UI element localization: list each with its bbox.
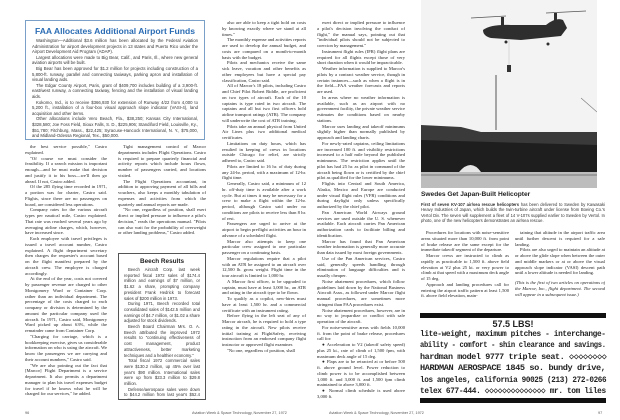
paragraph: At the end of the year, costs not covered by passenger revenue are charged to other Montgomery Ward or Container Corp. rather than an individual department. The percentage of the costs charged to each company or division is determined by the amount the particular company used the aircraft. In 1971, Castro said, Montgomery Ward picked up about 63%, while the remainder came from Container Corp. — [25, 276, 107, 333]
photo-caption-title: Swedes Get Japan-Built Helicopter — [421, 191, 531, 198]
paragraph: Approach and landing procedures call for entering the airport traffic pattern at least 1,500 ft. above field elevation, main- — [421, 281, 509, 299]
column-6-body — [515, 230, 605, 276]
paragraph: Pilots are also urged to maintain an altitude at or above the glide slope when between the outer and middle markers or at or above the visual approach slope indicator (VASI) descent path until a lower altitude is needed for landing. — [515, 247, 605, 276]
paragraph: Marcor has found that Pan American weather information is generally more accurate than data issued by most foreign governments. — [317, 238, 405, 255]
helicopter-rescue-photo — [421, 0, 597, 188]
paragraph: "Of course we must consider the feasibility. If a search mission is important enough—and he must make that decision and justify it to his boss—we'll then go ahead. If not, Castro added. — [25, 155, 107, 184]
beech-box-body — [124, 267, 200, 400]
paragraph: the best service possible," Castro explained. — [25, 144, 107, 155]
ad-line: hardman model 9777 triple seat. ◇◇◇◇◇◇◇◇ — [420, 351, 607, 362]
paragraph: ● Normal climb schedule is used above 3,000 ft. — [317, 388, 405, 399]
paragraph: Big Bear has been approved for $1.2 million for projects including construction of a 5,800-ft. runway, parallel and connecting taxiways, parking apron and installation of visual landing aids. — [32, 65, 198, 83]
paragraph — [32, 139, 198, 140]
right-folio: Aviation Week & Space Technology, November 27, 1972 — [329, 411, 424, 415]
beech-results-box — [118, 253, 206, 400]
paragraph: Passengers are urged to arrive at the airport to begin preflight activities an hour in advance of a scheduled flight. — [222, 221, 306, 238]
ad-line: HARDMAN AEROSPACE 1845 so. bundy drive, — [420, 363, 606, 374]
paragraph: A Marcor first officer, to be upgraded to captain, must have at least 3,000 hr., an ATR and rating in the aircraft type to be flown. — [222, 278, 306, 296]
paragraph: Pan American World Airways ground services are used outside the U. S. whenever available. Each aircraft carries Pan American authorization cards to facilitate billing and identification. — [317, 209, 405, 238]
paragraph: Pilots and mechanics receive the same sick leave, vacation and other benefits as other employees but have a special pay classification, Castro said. — [222, 60, 306, 83]
article-column-6 — [515, 230, 605, 305]
paragraph: Other allocations include Vero Beach, Fla., $38,250; Kansas City International, $328,580; Joe Foss Field, Sioux Falls, S. D., $225,906; Standiford Field, Louisville, Ky., $51,780; Fitchburg, Mass., $22,425; Syracuse-Hancock International, N. Y., $75,000, and Midland-Odessa Regional, Tex., $50,000. — [32, 116, 198, 139]
paragraph: Instrument flight rules (IFR) flight plans are required for all flights except those of very short duration when it would be impracticable. — [317, 48, 405, 66]
paragraph: Beech Aircraft Corp. last week reported fiscal 1972 sales of $174.4 million and earnings of $7 million, or $1.62 a share, prompting company president Frank Hedrick to forecast sales of $200 million in 1973. — [124, 267, 200, 301]
paragraph: Marcor uses landing and takeoff minimums slightly higher than normally published by approach and landing charts. — [317, 123, 405, 140]
paragraph: Marcor regulations require that a pilot with an ATR be assigned to an aircraft over 12,500 lb. gross weight. Flight time in the tour aircraft is limited to 1,000 hr. — [222, 255, 306, 278]
paragraph: Flights into Central and South America, Alaska, Mexico and Europe are conducted under visual flight rules (VFR) conditions and during daylight only unless specifically authorized by the chief pilot. — [317, 181, 405, 209]
paragraph: Defense/aerospace sales were down to $44.2 million from last year's $52.4 — [124, 386, 200, 398]
paragraph: The Flight Operations accountant, in addition to approving payment of all bills and vouchers, also keeps a monthly tabulation of expenses and activities from which the quarterly and annual reports are made. — [118, 178, 206, 207]
ad-line: lite-weight, maximum pitches - interchange- — [420, 329, 606, 339]
paragraph: also are able to keep a tight hold on costs by knowing exactly where we stand at all times." — [222, 20, 306, 37]
paragraph: Use of the Pan American services, Castro said, generally speeds handling through elimination of language difficulties and is usually cheaper. — [317, 255, 405, 278]
paragraph: "Charging for carriage, which is a bookkeeping exercise, gives us considerable information on who is using the aircraft. We know the passengers we are carrying and their account numbers," Castro said. — [25, 333, 107, 362]
ad-line: los angeles, california 90025 (213) 272-0266 — [420, 374, 607, 385]
paragraph: Marcor also attempts to keep one particular crew assigned to one particular passenger on a continuing basis. — [222, 238, 306, 255]
paragraph: Noise abatement procedures, however, are in no way to jeopardize or conflict with safe operation of the aircraft. — [317, 307, 405, 324]
article-column-5 — [421, 230, 509, 305]
paragraph: Of the 285 flying time recorded in 1971, a portion was for charter, Castro said. Flights, since there are no passengers on board, are considered less operations. — [25, 184, 107, 207]
paragraph: During 1971, Beech recorded total consolidated sales of $142.5 million and earnings of $4.7 million, or $1.02 a share adjusted for stock dividends. — [124, 301, 200, 324]
paragraph: Limitations on duty hours, which has resulted in keeping of crews in locations outside Chicago for relief, are strictly adhered to, Castro said. — [222, 140, 306, 163]
paragraph: Pilots take an annual physical from United Air Lines plus two additional medical certificates. — [222, 123, 306, 140]
paragraph: In areas where no weather information is available, such as an airport with no government facility, the private weather service estimates the conditions based on nearby stations. — [317, 94, 405, 123]
paragraph: Beech Board Chairman Mrs. O. A. Beech attributed the improved 1972 results to "continuing effectiveness of cost management, product attractiveness, better marketing techniques and a healthier economy." — [124, 324, 200, 358]
paragraph: Generally, Castro said, a minimum of 12 hr. off-duty time is available after a work cycle. But at times it may be necessary for a crew to make a flight within the 12-hr. period, although Castro said under no conditions are pilots to receive less than 8 hr. of rest. — [222, 181, 306, 221]
paragraph: ● Acceleration to V2 (takeoff safety speed) plus 25 kt., rate of climb of 1,500 fpm, with maximum deck angle of 15 deg. — [317, 342, 405, 359]
paragraph: "We are also pointing out the fact that [Marcor] Flight Department is a service department. It also permits a department manager to plan his travel expenses budget for travel if he knows what he will be charged for our services," he added. — [25, 362, 107, 397]
article-column-4 — [317, 20, 405, 406]
paragraph: taining that altitude in the airport traffic area until further descent is required for a safe landing. — [515, 230, 605, 247]
paragraph: Before flying in the left seat of any of Marcor aircraft, he is required to hold a type rating in the aircraft. New pilots receive initial training at FlightSafety, receiving instruction from an endorsed company flight instructor or approved flight examiner. — [222, 313, 306, 347]
paragraph: Kokomo, Ind., is to receive $366,930 for extension of Runway 4/22 from 4,000 to 5,200 ft., installation of a four-box visual approach slope indicator (VASI-4), land acquisition and other items. — [32, 99, 198, 116]
paragraph: Procedures for locations with noise-sensitive areas situated more than 10,000 ft. from point of brake release are the same except for the immediate takeoff segment of the departure. — [421, 230, 509, 253]
ad-line: telex 677-444. ◇◇◇◇◇◇◇◇◇◇◇◇◇◇ mr. tom liles — [420, 386, 606, 397]
series-note: (This is the first of two articles on operations of the Marcor, Inc., flight department. The second will appear in a subsequent issue.) — [515, 280, 605, 297]
caption-bold-lead: First of seven KV-107 air/sea rescue helicopters — [421, 202, 520, 207]
beech-box-title: Beech Results — [139, 258, 185, 265]
paragraph: exert direct or implied pressure to influence a pilot's decision involving the conduct of flight," the manual says, pointing out that "individual pilots should not be subjected to coercion by management." — [317, 20, 405, 48]
paragraph: To qualify as a copilot, new-hires must have at least 1,500 hr. and a commercial certificate with an instrument rating. — [222, 296, 306, 313]
paragraph: Company rates for the various aircraft types per nautical mile, Castro explained. That rate was reached several years ago by averaging airline charges, which, however, have increased since. — [25, 207, 107, 236]
article-column-1 — [25, 144, 107, 406]
left-page-number: 96 — [25, 411, 30, 415]
left-folio: Aviation Week & Space Technology, November 27, 1972 — [192, 411, 287, 415]
faa-box-body — [32, 38, 198, 140]
paragraph: "No one, regardless of position, shall exert direct or implied pressure to influence a pilot's decision," reads the operations manual. "Pilots can also wait for the probability of overweight or other landing problems," Castro added. — [118, 207, 206, 236]
paragraph: Tight management control of Marcor departments includes Flight Operations. Castro is required to prepare quarterly financial and activity reports which include hours flown, number of passengers carried, and locations visited. — [118, 144, 206, 178]
paragraph: ● Flaps are to be retracted at or before 500 ft. above ground level. Power reduction to climb power is to be accomplished between 1,000 ft. and 3,000 ft. and 1,500 fpm climb maintained to above 3,000 ft. — [317, 359, 405, 388]
paragraph: For newly-rated captains, ceiling limitations are increased 100 ft. and visibility restrictions increased to a half mile beyond the published minimums. The restriction applies until the pilot has had 25 hr. as pilot in command of the aircraft being flown or is certified by the chief pilot as qualified for the lower minimums. — [317, 140, 405, 181]
faa-box-title: FAA Allocates Additional Airport Funds — [34, 26, 196, 36]
ad-headline: 57.5 LBS! — [492, 319, 534, 329]
ad-body — [420, 329, 606, 397]
article-column-2 — [118, 144, 206, 250]
paragraph: The monthly expense and activities reports are used to develop the annual budget, and costs are compared on a month-to-month basis with the budget. — [222, 37, 306, 60]
photo-caption-text — [421, 202, 605, 223]
paragraph: The Edgar County Airport, Paris, grant of $409,700 includes building of a 3,900-ft. east/west runway, a connecting taxiway, fencing and the installation of visual landing aids. — [32, 82, 198, 99]
paragraph: Each employee with travel privileges is issued a travel account number, Castro explained. A flight department secretary then charges the requester's account based on the flight manifest prepared by the aircraft crew. The employee is charged accordingly. — [25, 236, 107, 276]
paragraph: "No one, regardless of position, shall — [227, 347, 296, 353]
ad-line: ability - comfort - shin clearance and savings. — [420, 340, 606, 351]
paragraph: Largest allocations were made to Big Bear, Calif., and Paris, Ill., where new general aviation airports will be built. — [32, 54, 198, 66]
article-column-3 — [222, 20, 306, 406]
paragraph: Weather information is supplied to Marcor's pilots by a contract weather service, though in certain instances—such as when a flight is in the field—FAA weather forecasts and reports are used. — [317, 66, 405, 94]
paragraph: All of Marcor's 18 pilots, including Castro and Chief Pilot Robert Riddle, are proficient on two types of aircraft. Each of the 10 captains is type rated in two aircraft. The captains and all but two first officers hold airline transport ratings (ATR). The company will underwrite the cost of ATR training. — [222, 83, 306, 123]
paragraph: Noise abatement procedures, which follow guidelines laid down by the National Business Aircraft Assn., as followed under Marcor flight manual procedures, are sometimes more stringent than FAA procedures exist. — [317, 278, 405, 307]
right-page-number: 97 — [598, 411, 603, 415]
ad-bottom-bar — [420, 398, 606, 403]
paragraph: For noise-sensitive areas with fields 10,000 ft. from the point of brake release, procedures call for: — [317, 324, 405, 342]
ad-top-bar — [420, 313, 606, 318]
faa-airport-funds-box — [25, 20, 205, 140]
paragraph: Total fiscal 1972 commercial sales were $130.2 million, up 45% over last year's $90 million. International sales were up from $23.3 million to $29.8 million. — [124, 358, 200, 387]
paragraph: Washington—Additional $3.6 million has been allocated by the Federal Aviation Administration for airport development projects in 13 states and Puerto Rico under the Airport Development Aid Program (ADAP). — [32, 38, 198, 55]
hardman-aerospace-advertisement — [420, 313, 606, 403]
paragraph: Pilots are limited to 16 hr. of duty during any 24-hr. period, with a maximum of 12-hr. flight time. — [222, 163, 306, 181]
paragraph: Marcor crews are instructed to climb as rapidly as practicable to 1,500 ft. above field elevation at V2 plus 25 kt. or very power to climb at that speed with a maximum deck angle of 15 deg. — [421, 253, 509, 281]
caption-body: has been delivered to Sweden by Kawasaki Heavy Industries of Japan, which builds the twin-turbine aircraft under license from Boeing Co.'s Vertol Div. The seven will supplement a fleet of 14 V-107s supplied earlier to Sweden by Vertol. In photo, one of the new helicopters demonstrates an air/sea rescue. — [421, 202, 605, 223]
